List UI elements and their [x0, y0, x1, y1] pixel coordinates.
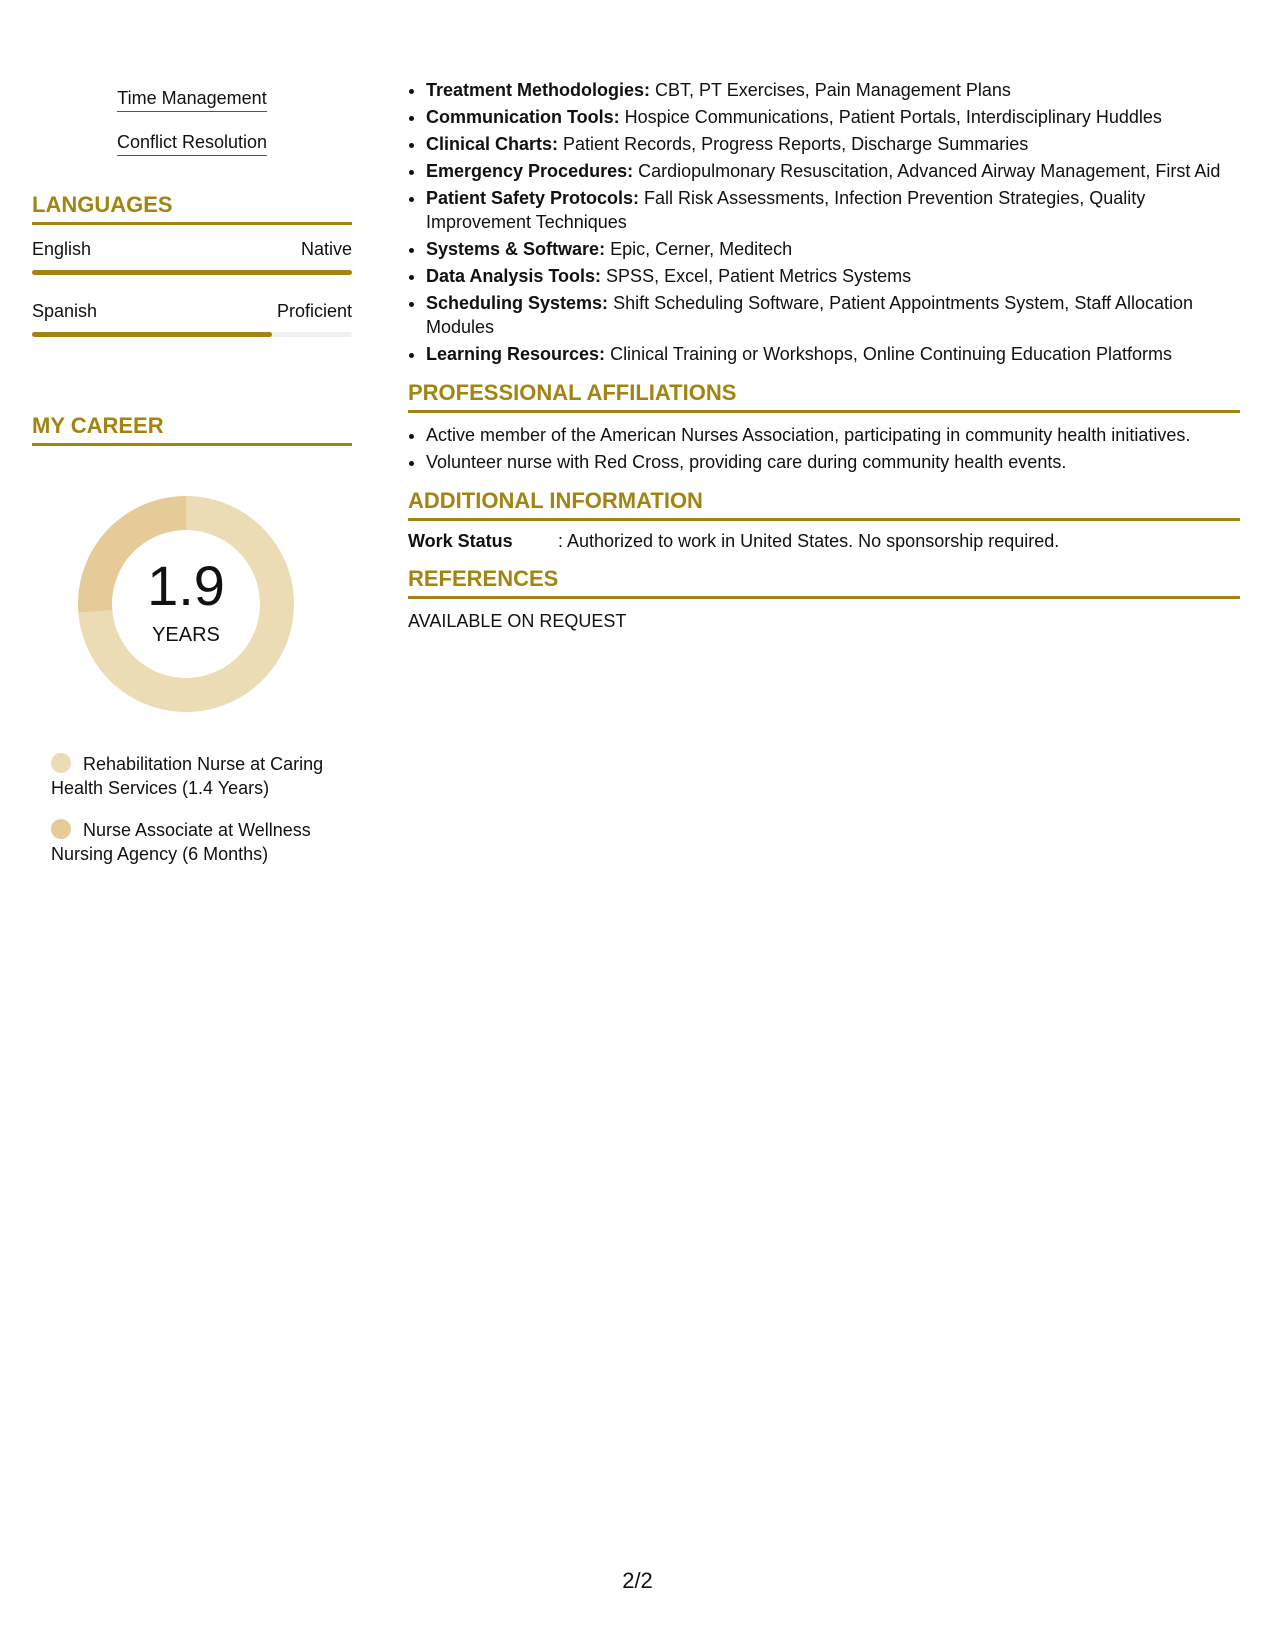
additional-info-section [408, 488, 1240, 552]
career-total-value: 1.9 [147, 554, 225, 617]
career-legend [32, 752, 352, 866]
tools-item: • Clinical Charts: Patient Records, Progress Reports, Discharge Summaries [426, 132, 1240, 156]
tools-item: • Treatment Methodologies: CBT, PT Exercises, Pain Management Plans [426, 78, 1240, 102]
tools-item: • Scheduling Systems: Shift Scheduling Software, Patient Appointments System, Staff Allocation Modules [426, 291, 1240, 339]
tools-item: • Communication Tools: Hospice Communications, Patient Portals, Interdisciplinary Huddles [426, 105, 1240, 129]
career-total [66, 484, 306, 724]
language-name: Spanish [32, 301, 98, 321]
legend-dot-icon [51, 819, 71, 839]
references-section [408, 566, 1240, 632]
language-level: Native [300, 239, 352, 259]
affiliation-item: • Active member of the American Nurses Association, participating in community health initiatives. [426, 423, 1240, 447]
affiliation-item: • Volunteer nurse with Red Cross, providing care during community health events. [426, 450, 1240, 474]
career-section [32, 413, 352, 866]
additional-info-title: ADDITIONAL INFORMATION [408, 488, 1240, 521]
tools-item: • Learning Resources: Clinical Training or Workshops, Online Continuing Education Platforms [426, 342, 1240, 366]
language-item [32, 239, 352, 275]
work-status-row [408, 531, 1240, 552]
page-number: 2/2 [622, 1568, 653, 1593]
career-donut-chart [66, 484, 306, 724]
skill-item: Conflict Resolution [32, 128, 352, 156]
language-bar [32, 270, 352, 275]
tools-item: • Data Analysis Tools: SPSS, Excel, Patient Metrics Systems [426, 264, 1240, 288]
skills-list [32, 84, 352, 156]
references-text: AVAILABLE ON REQUEST [408, 611, 627, 631]
work-status-label: Work Status [408, 531, 513, 551]
career-legend-item [32, 752, 341, 800]
affiliations-title: PROFESSIONAL AFFILIATIONS [408, 380, 1240, 413]
career-legend-text: Nurse Associate at Wellness Nursing Agency (6 Months) [51, 820, 311, 864]
career-legend-text: Rehabilitation Nurse at Caring Health Services (1.4 Years) [51, 754, 324, 798]
languages-title: LANGUAGES [32, 192, 352, 225]
languages-section [32, 192, 352, 337]
career-title: MY CAREER [32, 413, 352, 446]
career-total-unit: YEARS [152, 624, 220, 646]
language-bar-fill [32, 332, 272, 337]
left-column [32, 84, 352, 866]
tools-item: • Systems & Software: Epic, Cerner, Meditech [426, 237, 1240, 261]
references-title: REFERENCES [408, 566, 1240, 599]
tools-item: • Emergency Procedures: Cardiopulmonary Resuscitation, Advanced Airway Management, First Aid [426, 159, 1240, 183]
legend-dot-icon [51, 753, 71, 773]
language-bar-fill [32, 270, 352, 275]
affiliations-section [408, 380, 1240, 474]
skill-item: Time Management [32, 84, 352, 112]
language-level: Proficient [276, 301, 352, 321]
work-status-value: : Authorized to work in United States. No sponsorship required. [558, 531, 1060, 551]
affiliations-list [408, 423, 1240, 474]
language-bar [32, 332, 352, 337]
tools-list [408, 78, 1240, 366]
tools-item: • Patient Safety Protocols: Fall Risk Assessments, Infection Prevention Strategies, Quality Improvement Techniques [426, 186, 1240, 234]
language-name: English [32, 239, 92, 259]
language-item [32, 301, 352, 337]
career-legend-item [32, 818, 341, 866]
right-column [408, 78, 1240, 632]
